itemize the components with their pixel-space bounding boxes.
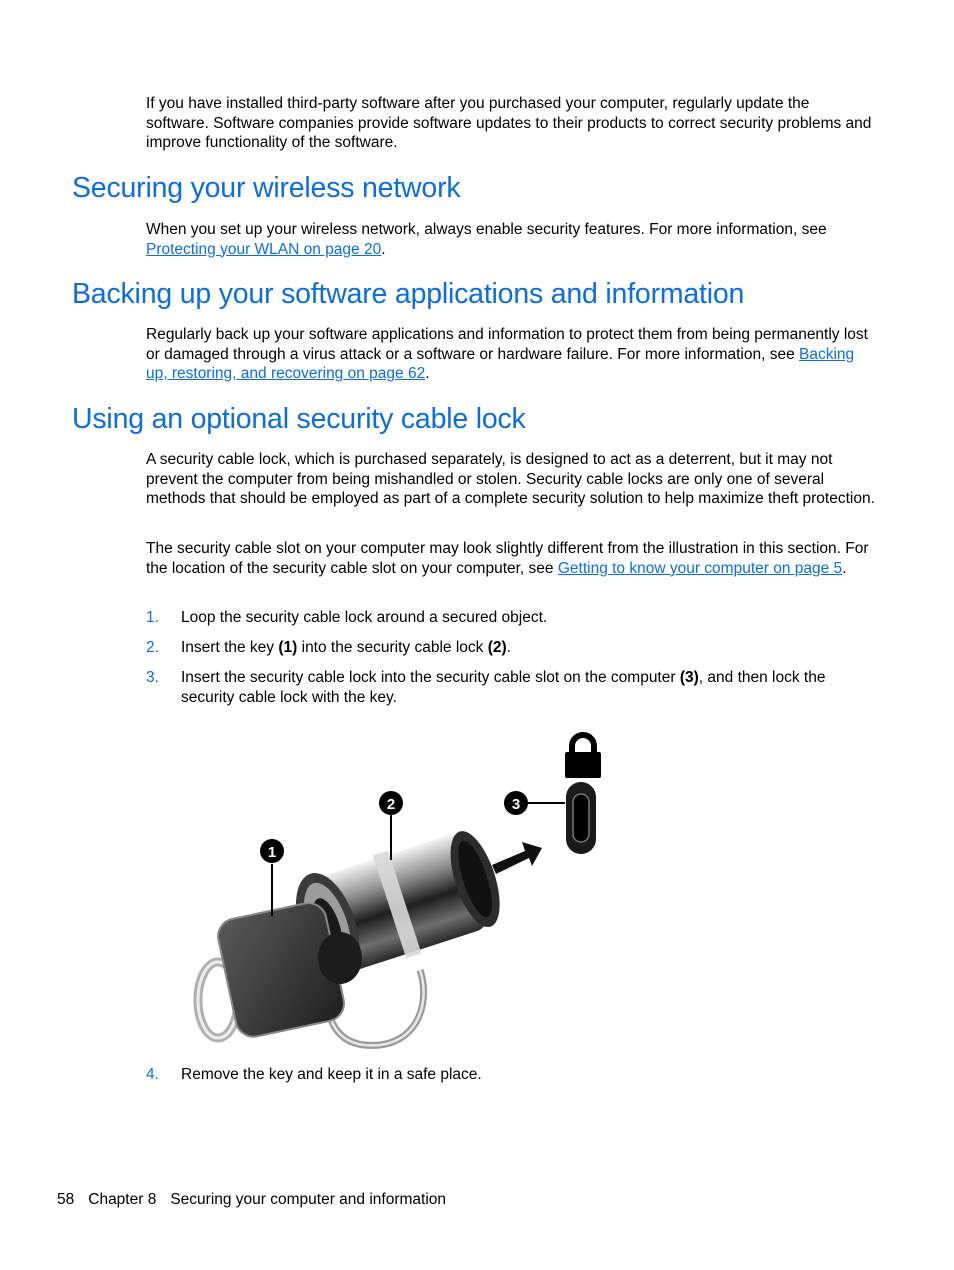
cable-lock-paragraph-1: A security cable lock, which is purchased separately, is designed to act as a deterrent, but it may not prevent the computer from being mishandled or stolen. Security cable locks are only one of several methods that should be employed as part of a complete security solution to help maximize theft protection. — [146, 451, 875, 507]
intro-paragraph: If you have installed third-party software after you purchased your computer, regularly update the software. Software companies provide software updates to their products to correct security problems and improve functionality of the software. — [146, 95, 872, 151]
step-text-part: Insert the key — [181, 639, 279, 656]
insert-arrow-icon — [492, 842, 542, 874]
chapter-title: Securing your computer and information — [170, 1191, 447, 1208]
callout-ref-1: (1) — [278, 639, 298, 656]
step-text — [181, 638, 876, 658]
step-number: 1. — [146, 609, 159, 626]
page-footer — [57, 1191, 460, 1209]
key-blade-base — [318, 932, 362, 984]
callout-3-label: 3 — [511, 796, 521, 813]
step-text — [181, 668, 876, 707]
link-getting-to-know[interactable]: Getting to know your computer on page 5 — [557, 559, 843, 577]
callout-ref-3: (3) — [679, 669, 699, 686]
step-text-part: Insert the security cable lock into the security cable slot on the computer — [181, 669, 680, 686]
backup-text: Regularly back up your software applications and information to protect them from being permanently lost or damaged through a virus attack or a software or hardware failure. For more information, see — [146, 326, 868, 363]
page-number: 58 — [57, 1191, 75, 1208]
padlock-icon — [565, 735, 601, 778]
heading-backup: Backing up your software applications and information — [72, 278, 745, 310]
step-text-part: . — [506, 639, 511, 656]
callout-ref-2: (2) — [487, 639, 507, 656]
wireless-paragraph — [146, 220, 876, 259]
heading-cable-lock: Using an optional security cable lock — [72, 403, 526, 435]
backup-after: . — [425, 365, 430, 382]
backup-paragraph — [146, 325, 876, 384]
para2-after: . — [842, 559, 847, 577]
link-backing-up[interactable]: Backing up, restoring, and recovering on page 62 — [146, 345, 855, 382]
cable-lock-paragraph-2 — [146, 539, 876, 578]
step-number: 3. — [146, 669, 159, 686]
chapter-label: Chapter 8 — [88, 1191, 157, 1208]
step-text: Loop the security cable lock around a secured object. — [181, 609, 548, 626]
security-cable-lock-illustration — [180, 720, 620, 1060]
step-text-part: , and then lock the security cable lock with the key. — [181, 669, 826, 706]
callout-2-label: 2 — [386, 796, 396, 813]
step-number: 4. — [146, 1066, 159, 1083]
wireless-text: When you set up your wireless network, always enable security features. For more information, see — [146, 221, 827, 238]
para2-text: The security cable slot on your computer may look slightly different from the illustration in this section. For the location of the security cable slot on your computer, see — [146, 540, 869, 577]
heading-wireless: Securing your wireless network — [72, 172, 461, 204]
wireless-after: . — [381, 240, 386, 258]
link-protecting-wlan[interactable]: Protecting your WLAN on page 20 — [146, 240, 382, 258]
step-text: Remove the key and keep it in a safe place. — [181, 1066, 482, 1083]
callout-1-label: 1 — [267, 844, 277, 861]
step-number: 2. — [146, 639, 159, 656]
step-text-part: into the security cable lock — [297, 639, 488, 656]
